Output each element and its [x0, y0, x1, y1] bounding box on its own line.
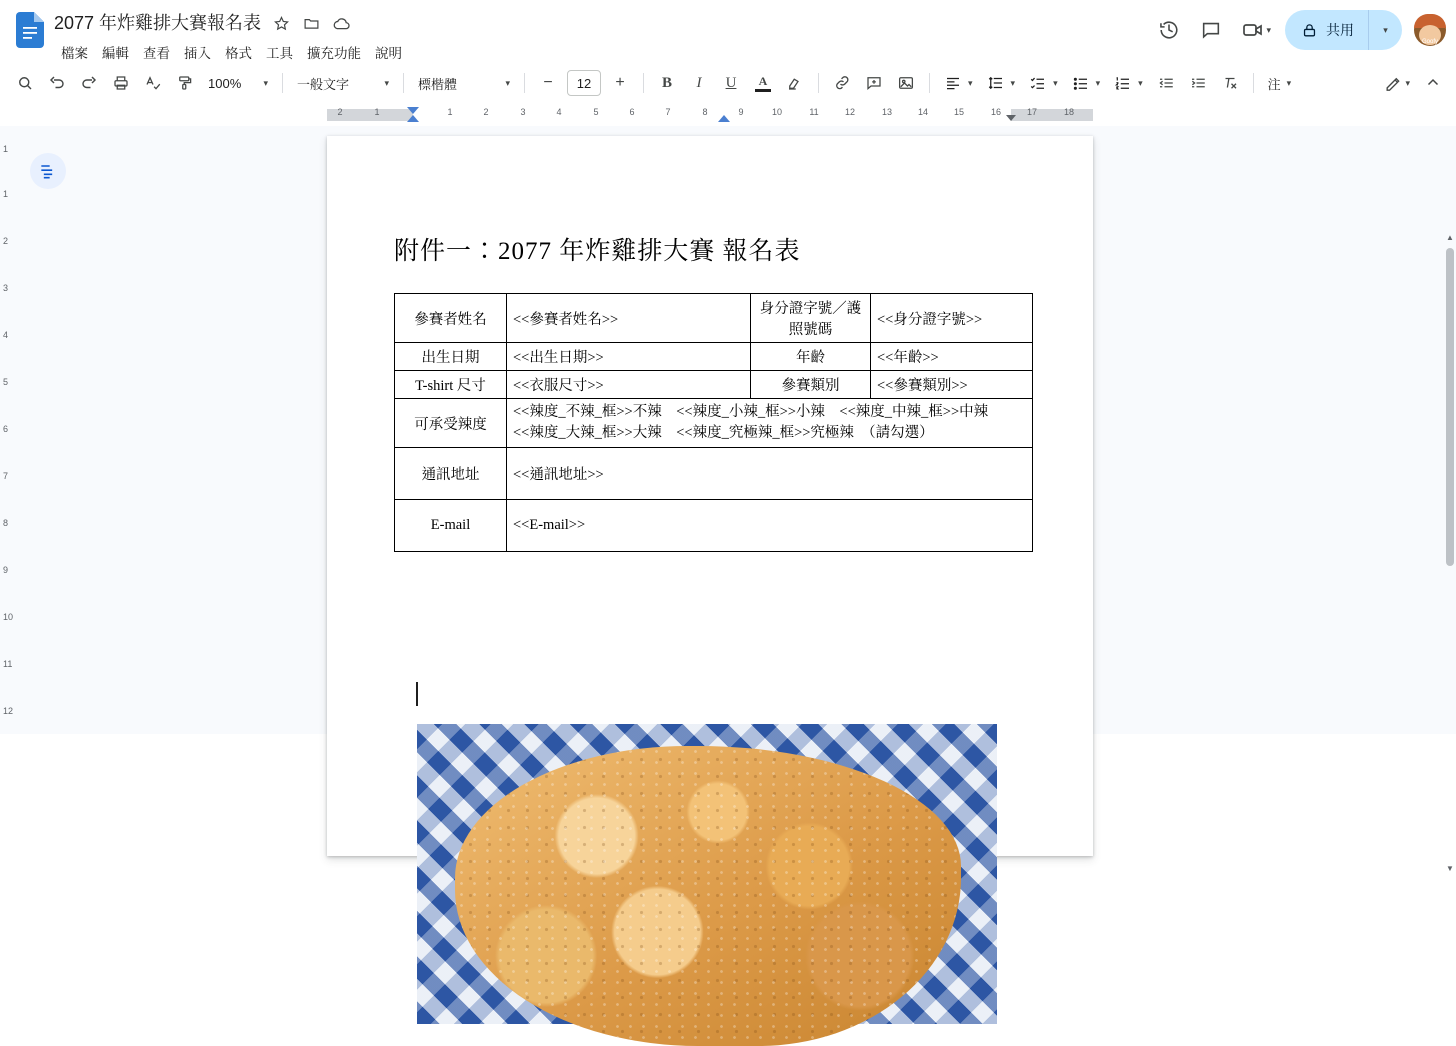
document-body[interactable] [394, 231, 1034, 552]
vruler-tick: 12 [3, 706, 14, 716]
ruler-tick: 1 [374, 107, 380, 117]
font-value: 標楷體 [418, 76, 458, 92]
line-spacing-icon [987, 74, 1005, 92]
italic-button[interactable]: I [696, 74, 702, 91]
redo-icon[interactable] [74, 68, 104, 98]
vruler-tick: 1 [3, 144, 9, 154]
table-row[interactable] [395, 371, 1033, 399]
menu-edit[interactable]: 編輯 [102, 46, 129, 61]
chicken-crumb-texture [455, 746, 961, 1046]
cell-label-name[interactable]: 參賽者姓名 [395, 294, 507, 343]
cell-value-email[interactable]: <<E-mail>> [507, 500, 1033, 552]
clear-formatting-icon[interactable] [1215, 68, 1245, 98]
horizontal-ruler[interactable] [327, 104, 1093, 126]
document-page[interactable] [327, 136, 1093, 856]
insert-link-icon[interactable] [827, 68, 857, 98]
table-row[interactable] [395, 294, 1033, 343]
meet-camera-button[interactable] [1233, 10, 1275, 50]
title-bar [0, 0, 1456, 62]
cell-label-birthdate[interactable]: 出生日期 [395, 343, 507, 371]
toolbar-divider [929, 73, 930, 93]
cell-label-email[interactable]: E-mail [395, 500, 507, 552]
ruler-tick: 12 [844, 107, 856, 117]
toolbar [0, 62, 1456, 104]
table-row[interactable] [395, 399, 1033, 448]
underline-button[interactable]: U [725, 74, 737, 91]
chevron-down-icon: ▾ [1383, 24, 1388, 35]
page-title: 附件一：2077 年炸雞排大賽 報名表 [394, 238, 801, 265]
search-icon[interactable] [10, 68, 40, 98]
cell-value-tshirt[interactable]: <<衣服尺寸>> [507, 371, 751, 399]
bulleted-list-select[interactable] [1066, 69, 1107, 97]
toolbar-divider [818, 73, 819, 93]
ruler-tick: 9 [738, 107, 744, 117]
increase-font-size-button[interactable]: + [615, 74, 625, 91]
cell-value-id[interactable]: <<身分證字號>> [871, 294, 1033, 343]
cell-value-birthdate[interactable]: <<出生日期>> [507, 343, 751, 371]
ruler-tick: 5 [593, 107, 599, 117]
toolbar-divider [524, 73, 525, 93]
version-history-icon[interactable] [1149, 10, 1189, 50]
scroll-up-arrow[interactable]: ▲ [1446, 232, 1454, 242]
toolbar-divider [1253, 73, 1254, 93]
numbered-list-icon [1114, 74, 1132, 92]
decrease-font-size-button[interactable]: − [543, 74, 553, 91]
ruler-right-margin[interactable] [1011, 109, 1093, 121]
vruler-tick: 6 [3, 424, 9, 434]
zoom-select[interactable] [202, 69, 274, 97]
avatar[interactable] [1414, 14, 1446, 46]
menu-extensions[interactable]: 擴充功能 [307, 46, 361, 61]
checklist-icon [1029, 74, 1047, 92]
vertical-ruler [0, 126, 18, 734]
left-indent-marker[interactable] [407, 115, 419, 122]
menu-help[interactable]: 說明 [375, 46, 402, 61]
comment-history-icon[interactable] [1191, 10, 1231, 50]
spice-line-2: <<辣度_大辣_框>>大辣 <<辣度_究極辣_框>>究極辣 （請勾選） [513, 425, 934, 442]
share-button[interactable] [1285, 10, 1368, 50]
cell-label-tshirt[interactable]: T-shirt 尺寸 [395, 371, 507, 399]
ruler-tick: 15 [953, 107, 965, 117]
vruler-tick: 2 [3, 236, 9, 246]
vruler-tick: 1 [3, 189, 9, 199]
cell-value-name[interactable]: <<參賽者姓名>> [507, 294, 751, 343]
google-docs-icon[interactable] [12, 8, 48, 52]
document-title[interactable]: 2077 年炸雞排大賽報名表 [54, 13, 262, 33]
menu-view[interactable]: 查看 [143, 46, 170, 61]
toolbar-divider [282, 73, 283, 93]
chevron-down-icon: ▾ [1266, 24, 1271, 35]
ruler-bar [327, 109, 1093, 121]
increase-indent-icon[interactable] [1183, 68, 1213, 98]
avatar-label: Goofy [1421, 39, 1438, 45]
chevron-down-icon: ▾ [1138, 77, 1143, 88]
toolbar-divider [403, 73, 404, 93]
title-bar-actions [1149, 8, 1446, 52]
vruler-tick: 7 [3, 471, 9, 481]
tab-stop-marker[interactable] [1006, 115, 1016, 121]
show-document-outline-button[interactable] [30, 153, 66, 189]
ruler-tick: 2 [483, 107, 489, 117]
ruler-tick: 2 [337, 107, 343, 117]
vruler-tick: 5 [3, 377, 9, 387]
ruler-tick: 10 [771, 107, 783, 117]
table-row[interactable] [395, 500, 1033, 552]
chevron-down-icon: ▾ [1405, 77, 1410, 88]
align-left-icon [944, 74, 962, 92]
insert-image-icon[interactable] [891, 68, 921, 98]
table-row[interactable] [395, 448, 1033, 500]
ruler-tick: 14 [917, 107, 929, 117]
font-select[interactable] [412, 69, 516, 97]
vruler-tick: 4 [3, 330, 9, 340]
numbered-list-select[interactable] [1108, 69, 1149, 97]
notes-label: 注 [1267, 76, 1281, 92]
menu-file[interactable]: 檔案 [61, 46, 88, 61]
ruler-tick: 1 [447, 107, 453, 117]
fried-chicken-image[interactable] [417, 724, 997, 1024]
align-select[interactable] [938, 69, 979, 97]
menu-tools[interactable]: 工具 [266, 46, 293, 61]
spice-line-1: <<辣度_不辣_框>>不辣 <<辣度_小辣_框>>小辣 <<辣度_中辣_框>>中辣 [513, 404, 989, 420]
ruler-tick: 3 [520, 107, 526, 117]
registration-form-table[interactable] [394, 293, 1033, 552]
cell-label-address[interactable]: 通訊地址 [395, 448, 507, 500]
cell-value-age[interactable]: <<年齡>> [871, 343, 1033, 371]
cell-label-age[interactable]: 年齡 [751, 343, 871, 371]
cloud-saved-icon[interactable] [331, 13, 351, 33]
chevron-down-icon: ▾ [1010, 77, 1016, 88]
vruler-tick: 11 [3, 659, 13, 669]
paint-format-icon[interactable] [170, 68, 200, 98]
ruler-tick: 11 [809, 107, 819, 117]
ruler-tick: 7 [665, 107, 671, 117]
print-icon[interactable] [106, 68, 136, 98]
editor-area [0, 126, 1456, 873]
font-size-input[interactable]: 12 [567, 70, 601, 96]
add-comment-icon[interactable] [859, 68, 889, 98]
share-label: 共用 [1326, 22, 1354, 38]
toolbar-right-actions [1380, 68, 1448, 98]
cell-label-id[interactable]: 身分證字號／護照號碼 [751, 294, 871, 343]
editing-mode-button[interactable] [1380, 68, 1414, 98]
paragraph-style-select[interactable] [291, 69, 395, 97]
cell-value-address[interactable]: <<通訊地址>> [507, 448, 1033, 500]
toolbar-divider [643, 73, 644, 93]
share-options-caret[interactable] [1368, 10, 1402, 50]
cell-label-category[interactable]: 參賽類別 [751, 371, 871, 399]
edit-mode-pen-icon [1384, 74, 1403, 93]
ruler-tick: 6 [629, 107, 635, 117]
right-indent-marker[interactable] [718, 115, 730, 122]
menu-insert[interactable]: 插入 [184, 46, 211, 61]
vruler-tick: 8 [3, 518, 9, 528]
line-spacing-select[interactable] [981, 69, 1022, 97]
zoom-value: 100% [208, 75, 242, 91]
horizontal-ruler-area [0, 104, 1456, 126]
ruler-tick: 8 [702, 107, 708, 117]
chevron-down-icon: ▾ [263, 77, 268, 88]
undo-icon[interactable] [42, 68, 72, 98]
chevron-down-icon: ▾ [1095, 77, 1101, 88]
chevron-down-icon: ▾ [505, 77, 510, 88]
vruler-tick: 9 [3, 565, 9, 575]
vertical-scrollbar[interactable] [1444, 230, 1456, 875]
text-color-swatch [755, 89, 771, 92]
star-icon[interactable] [271, 13, 291, 33]
bulleted-list-icon [1072, 74, 1090, 92]
outline-icon [38, 161, 58, 181]
ruler-tick: 17 [1026, 107, 1038, 117]
text-color-letter: A [758, 73, 768, 88]
table-row[interactable] [395, 343, 1033, 371]
highlight-icon[interactable] [780, 68, 810, 98]
notes-select[interactable] [1262, 69, 1298, 97]
ruler-tick: 13 [881, 107, 893, 117]
menu-format[interactable]: 格式 [225, 46, 252, 61]
first-line-indent-marker[interactable] [407, 107, 419, 114]
move-to-folder-icon[interactable] [301, 13, 321, 33]
vruler-tick: 3 [3, 283, 9, 293]
ruler-tick: 18 [1063, 107, 1075, 117]
text-color-button[interactable] [748, 68, 778, 98]
decrease-indent-icon[interactable] [1151, 68, 1181, 98]
lock-icon [1301, 22, 1318, 39]
share-button-group[interactable] [1285, 10, 1402, 50]
scroll-thumb[interactable] [1446, 248, 1454, 566]
collapse-toolbar-icon[interactable] [1418, 68, 1448, 98]
spellcheck-icon[interactable] [138, 68, 168, 98]
chevron-down-icon: ▾ [384, 77, 389, 88]
checklist-select[interactable] [1023, 69, 1064, 97]
text-cursor [416, 682, 418, 706]
bold-button[interactable]: B [661, 74, 672, 91]
chevron-down-icon: ▾ [968, 77, 973, 88]
chevron-down-icon: ▾ [1286, 77, 1292, 88]
cell-value-spice[interactable] [507, 399, 1033, 448]
ruler-tick: 16 [990, 107, 1002, 117]
scroll-down-arrow[interactable]: ▼ [1446, 863, 1454, 873]
paragraph-style-value: 一般文字 [297, 76, 350, 92]
cell-value-category[interactable]: <<參賽類別>> [871, 371, 1033, 399]
vruler-tick: 10 [3, 612, 14, 622]
chevron-down-icon: ▾ [1053, 77, 1058, 88]
ruler-tick: 4 [556, 107, 562, 117]
cell-label-spice[interactable]: 可承受辣度 [395, 399, 507, 448]
